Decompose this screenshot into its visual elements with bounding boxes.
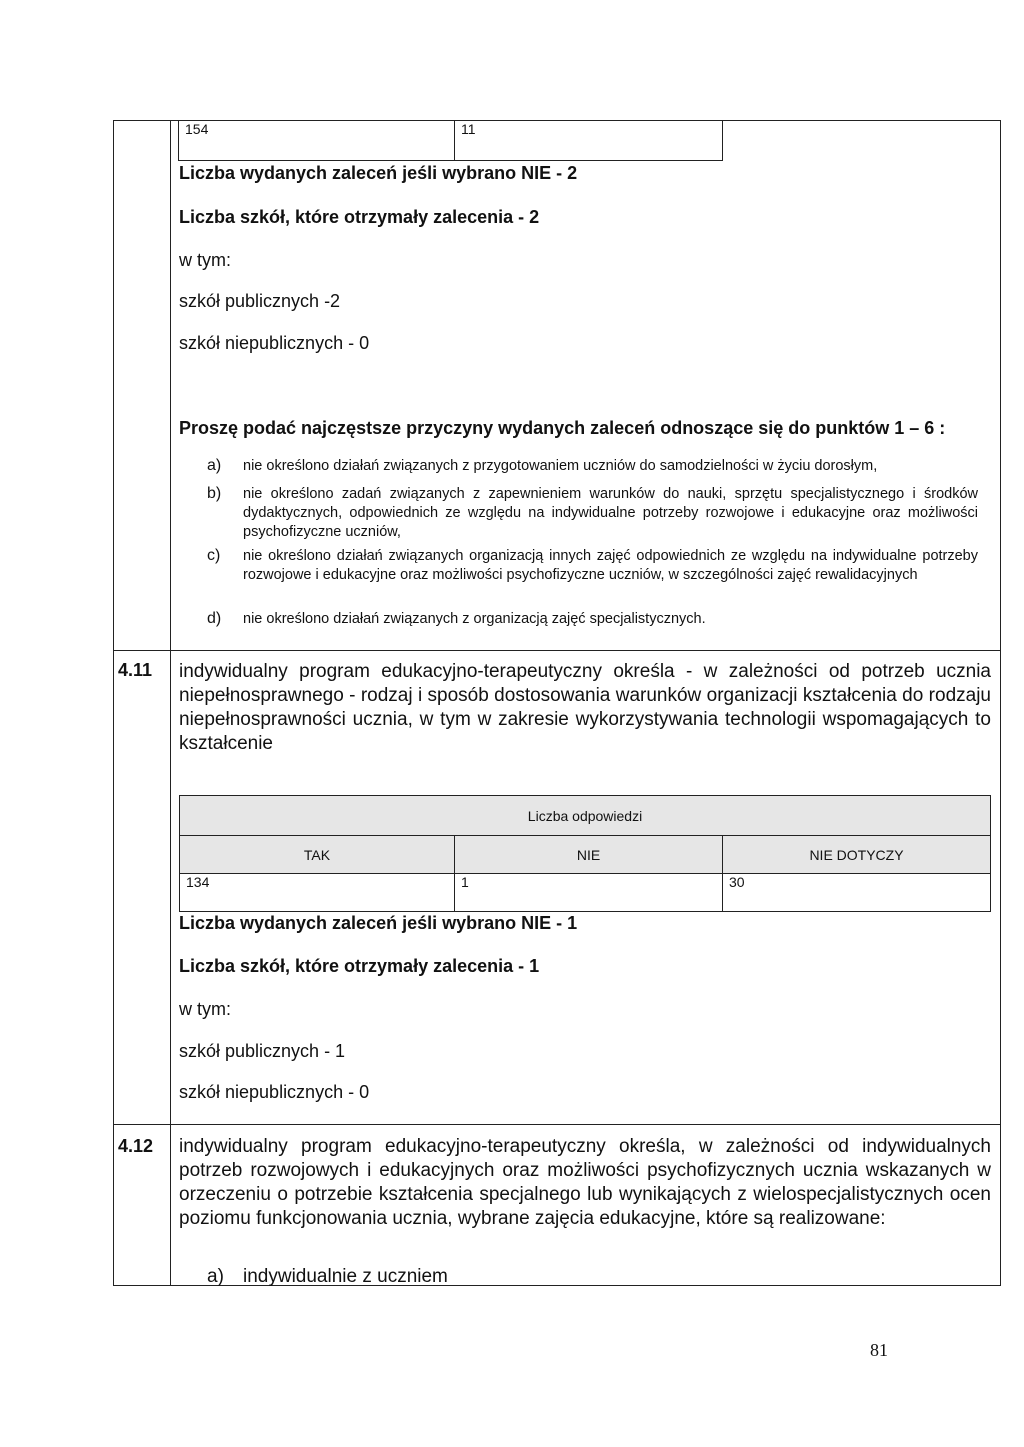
answers-table-411 (179, 795, 991, 912)
schools-count-2: Liczba szkół, które otrzymały zalecenia - 1 (179, 956, 540, 976)
reason-label: c) (207, 547, 221, 564)
private-schools-2: szkół niepublicznych - 0 (179, 1082, 370, 1102)
value-tak: 134 (180, 874, 455, 912)
reason-label: a) (207, 457, 222, 474)
recommendations-count-2: Liczba wydanych zaleceń jeśli wybrano NIE - 1 (179, 913, 578, 933)
reason-label: d) (207, 610, 222, 627)
item-label-412a: a) (207, 1266, 224, 1287)
private-schools-1: szkół niepublicznych - 0 (179, 333, 370, 353)
number-column-divider (170, 120, 171, 1286)
recommendations-count-1: Liczba wydanych zaleceń jeśli wybrano NIE - 2 (179, 163, 578, 183)
section-number-411: 4.11 (118, 660, 153, 680)
reason-label: b) (207, 485, 222, 502)
row-divider-412 (113, 1124, 1001, 1125)
page-number: 81 (870, 1340, 888, 1360)
schools-count-1: Liczba szkół, które otrzymały zalecenia - 2 (179, 207, 540, 227)
header-nie: NIE (455, 836, 723, 874)
item-text-412a: indywidualnie z uczniem (243, 1266, 448, 1287)
top-count-nie: 11 (455, 121, 723, 161)
including-label-2: w tym: (179, 999, 231, 1019)
top-count-table (178, 120, 723, 161)
reason-text: nie określono działań związanych z przygotowaniem uczniów do samodzielności w życiu dorosłym, (243, 458, 878, 474)
value-nie: 1 (455, 874, 723, 912)
top-count-tak: 154 (179, 121, 455, 161)
header-nie-dotyczy: NIE DOTYCZY (723, 836, 991, 874)
public-schools-2: szkół publicznych - 1 (179, 1041, 346, 1061)
reason-text: nie określono działań związanych z organizacją zajęć specjalistycznych. (243, 611, 706, 627)
row-divider-411 (113, 650, 1001, 651)
section-text-411: indywidualny program edukacyjno-terapeutyczny określa - w zależności od potrzeb ucznia niepełnosprawnego - rodzaj i sposób dostosowania warunków organizacji kształcenia do rodzaju niepełnosprawności ucznia, w tym w zakresie wykorzystywania technologii wspomagających to kształcenie (179, 661, 991, 754)
including-label-1: w tym: (179, 250, 231, 270)
section-text-412: indywidualny program edukacyjno-terapeutyczny określa, w zależności od indywidualnych potrzeb rozwojowych i edukacyjnych oraz możliwości psychofizycznych ucznia wskazanych w orzeczeniu o potrzebie kształcenia specjalnego lub wynikających z wielospecjalistycznych ocen poziomu funkcjonowania ucznia, wybrane zajęcia edukacyjne, które są realizowane: (179, 1136, 991, 1229)
reason-text: nie określono zadań związanych z zapewnieniem warunków do nauki, sprzętu specjalistycznego i środków dydaktycznych, odpowiednich ze względu na indywidualne potrzeby rozwojowe i edukacyjne oraz możliwości psychofizyczne uczniów, (243, 486, 978, 540)
section-number-412: 4.12 (118, 1136, 154, 1156)
value-nie-dotyczy: 30 (723, 874, 991, 912)
public-schools-1: szkół publicznych -2 (179, 291, 341, 311)
reasons-heading: Proszę podać najczęstsze przyczyny wydanych zaleceń odnoszące się do punktów 1 – 6 : (179, 418, 946, 438)
answers-table-title: Liczba odpowiedzi (180, 796, 991, 836)
header-tak: TAK (180, 836, 455, 874)
reason-text: nie określono działań związanych organizacją innych zajęć odpowiednich ze względu na indywidualne potrzeby rozwojowe i edukacyjne oraz możliwości psychofizyczne uczniów, w szczególności zajęć rewalidacyjnych (243, 548, 978, 583)
